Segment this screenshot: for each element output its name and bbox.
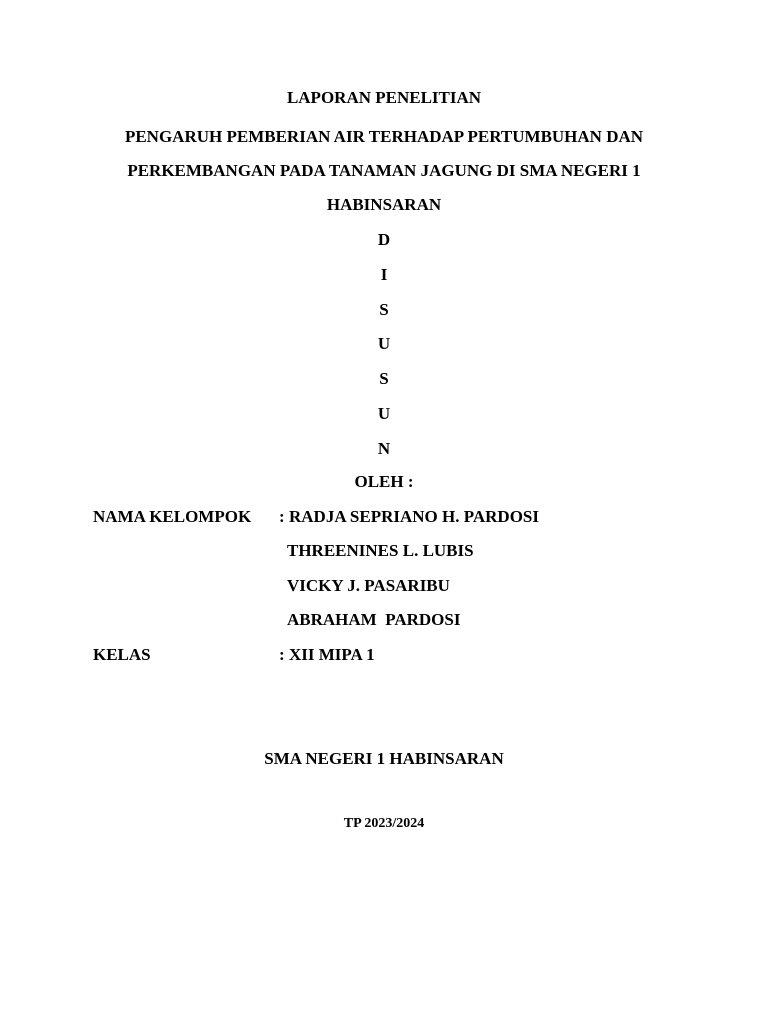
report-title — [0, 127, 768, 229]
group-member: RADJA SEPRIANO H. PARDOSI — [289, 507, 539, 526]
school-name: SMA NEGERI 1 HABINSARAN — [264, 749, 504, 768]
vertical-letter: I — [380, 264, 388, 284]
report-title-line: PENGARUH PEMBERIAN AIR TERHADAP PERTUMBUHAN DAN — [124, 127, 644, 146]
group-separator: : — [279, 507, 285, 526]
group-member: VICKY J. PASARIBU — [287, 576, 450, 595]
group-label: NAMA KELOMPOK — [93, 507, 252, 526]
vertical-letter: S — [379, 369, 389, 389]
disusun-vertical-text — [0, 230, 768, 474]
report-title-line: HABINSARAN — [326, 195, 442, 214]
class-separator: : — [279, 645, 285, 664]
academic-year: TP 2023/2024 — [343, 816, 425, 831]
vertical-letter: N — [377, 438, 391, 458]
by-label: OLEH : — [354, 472, 414, 491]
vertical-letter: U — [377, 403, 391, 423]
group-member: ABRAHAM PARDOSI — [287, 610, 461, 629]
report-label: LAPORAN PENELITIAN — [286, 88, 482, 107]
vertical-letter: U — [377, 334, 391, 354]
vertical-letter: S — [379, 299, 389, 319]
class-value: XII MIPA 1 — [289, 645, 375, 664]
vertical-letter: D — [377, 230, 391, 249]
class-label: KELAS — [93, 645, 151, 664]
report-title-line: PERKEMBANGAN PADA TANAMAN JAGUNG DI SMA NEGERI 1 — [127, 161, 641, 180]
group-member: THREENINES L. LUBIS — [287, 541, 474, 560]
